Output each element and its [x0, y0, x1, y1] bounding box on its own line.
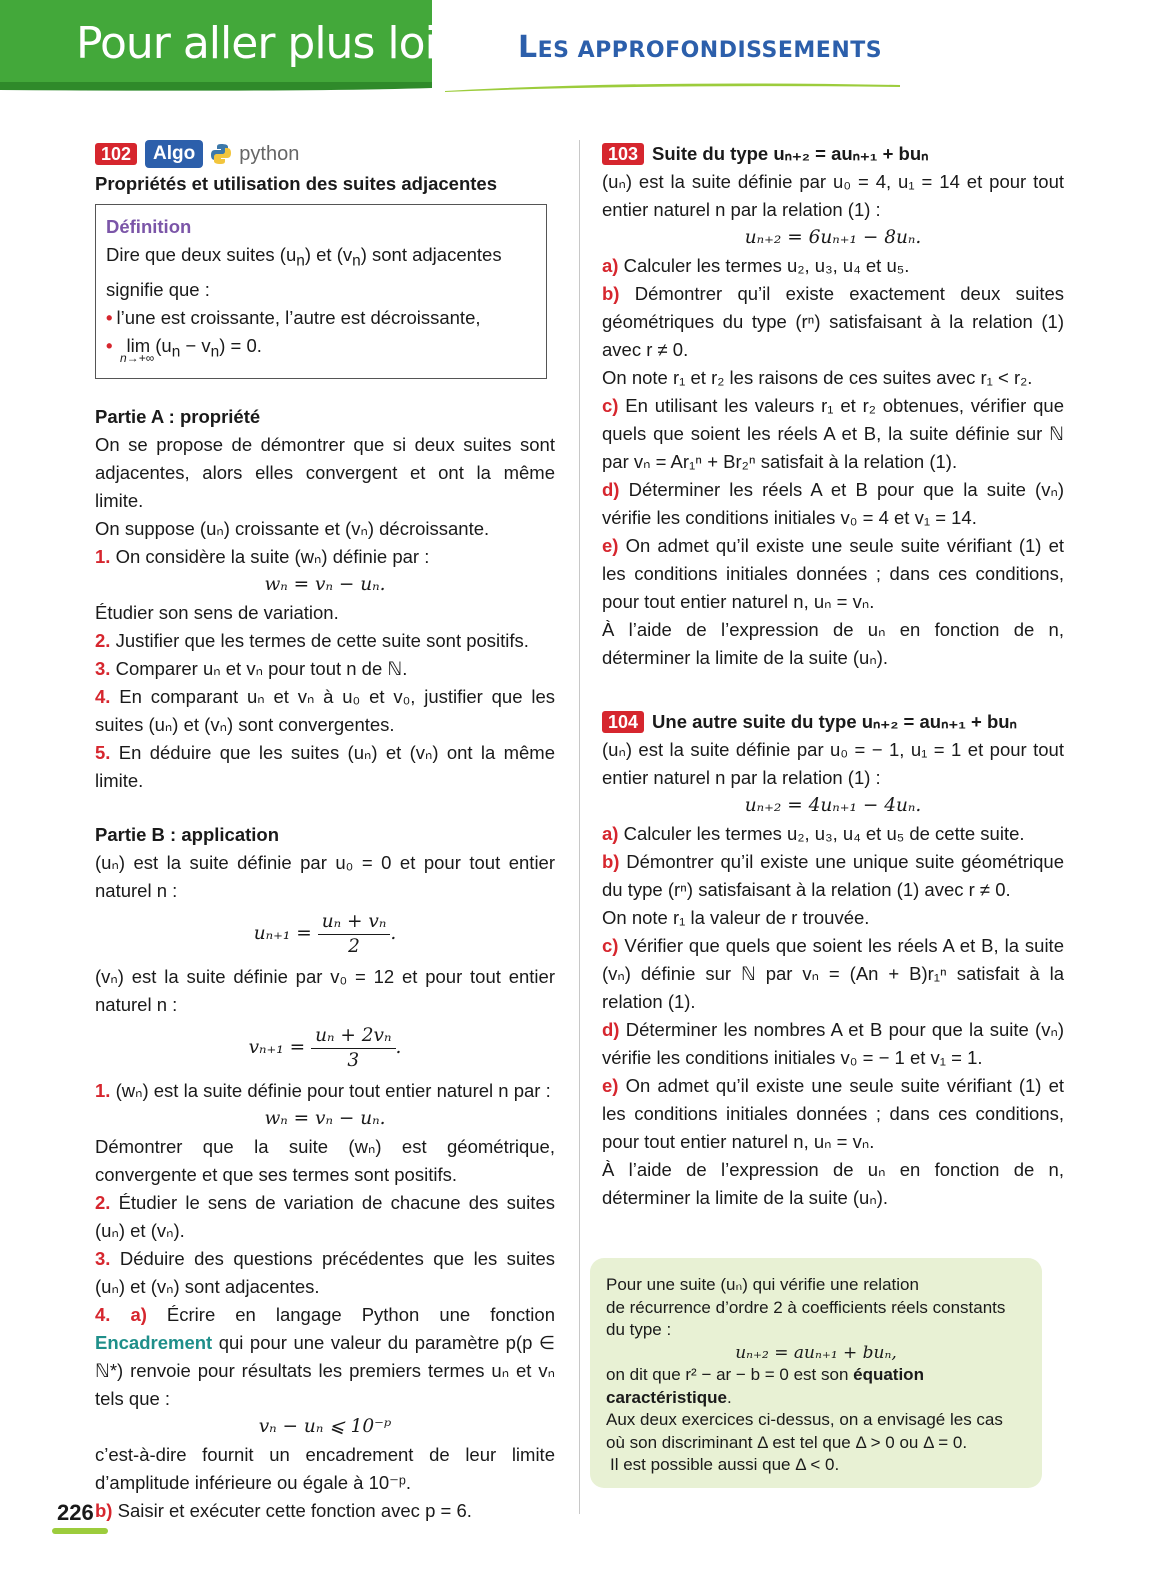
page-number: 226	[57, 1500, 94, 1525]
definition-line1: Dire que deux suites $(u_n)$ et $(v_n)$ sont adjacentes	[106, 244, 502, 270]
ex104-header	[602, 708, 1064, 736]
ex103-note: On note r₁ et r₂ les raisons de ces suites avec r₁ < r₂.	[602, 367, 1033, 388]
partB-q2: 2. Étudier le sens de variation de chacune des suites (uₙ) et (vₙ).	[95, 1192, 555, 1242]
exercise-number: 102	[95, 143, 137, 165]
python-badge	[209, 140, 299, 168]
left-column	[95, 140, 555, 1525]
partA-q4: 4. En comparant uₙ et vₙ à u₀ et v₀, justifier que les suites (uₙ) et (vₙ) sont convergentes.	[95, 686, 555, 736]
partB-u-def: (uₙ) est la suite définie par u₀ = 0 et pour tout entier naturel n :	[95, 852, 555, 902]
ex104-a: a) Calculer les termes u₂, u₃, u₄ et u₅ de cette suite.	[602, 823, 1025, 844]
ex103-title: Suite du type uₙ₊₂ = auₙ₊₁ + buₙ	[652, 143, 929, 164]
partA-q1-after: Étudier son sens de variation.	[95, 602, 339, 624]
partB-v-equation: vₙ₊₁ = $\frac{\text{uₙ + 2vₙ}}{3}$ .	[248, 1024, 402, 1071]
header-title: Pour aller plus loin	[76, 18, 463, 69]
partA-title: Partie A : propriété	[95, 406, 261, 428]
ex104-equation: uₙ₊₂ = 4uₙ₊₁ − 4uₙ.	[744, 795, 922, 816]
ex103-intro: (uₙ) est la suite définie par u₀ = 4, u₁ = 14 et pour tout entier naturel n par la relation (1) :	[602, 171, 1064, 220]
partB-q1-equation: wₙ = vₙ − uₙ.	[264, 1108, 386, 1130]
algo-badge: Algo	[145, 140, 203, 168]
partB-u-equation: uₙ₊₁ = $\frac{\text{uₙ + vₙ}}{2}$ .	[253, 910, 397, 957]
ex102-header	[95, 140, 555, 168]
partA-q2: 2. Justifier que les termes de cette suite sont positifs.	[95, 630, 529, 652]
ex104-title: Une autre suite du type uₙ₊₂ = auₙ₊₁ + buₙ	[652, 711, 1017, 732]
partA-q5: 5. En déduire que les suites (uₙ) et (vₙ) ont la même limite.	[95, 742, 555, 792]
right-column	[602, 140, 1064, 1212]
ex104-d: d) Déterminer les nombres A et B pour que la suite (vₙ) vérifie les conditions initiales v₀ = − 1 et v₁ = 1.	[602, 1019, 1064, 1068]
ex103-c: c) En utilisant les valeurs r₁ et r₂ obtenues, vérifier que quels que soient les réels A et B, la suite définie sur ℕ par vₙ = Ar₁ⁿ + Br₂ⁿ satisfait à la relation (1).	[602, 395, 1064, 472]
partB-q4a: 4. a) Écrire en langage Python une fonction Encadrement qui pour une valeur du paramètre p(p ∈ ℕ*) renvoie pour résultats les premiers termes uₙ et vₙ tels que :	[95, 1304, 555, 1410]
definition-bullet-2: • $\lim (u_n - v_n) = 0$. n→+∞	[106, 334, 262, 365]
partB-q1: 1. (wₙ) est la suite définie pour tout entier naturel n par :	[95, 1080, 551, 1102]
page-number-underline	[52, 1528, 108, 1534]
ex104-c: c) Vérifier que quels que soient les réels A et B, la suite (vₙ) définie sur ℕ par vₙ = (An + B)r₁ⁿ satisfait à la relation (1).	[602, 935, 1064, 1012]
ex104-e-after: À l’aide de l’expression de uₙ en fonction de n, déterminer la limite de la suite (uₙ).	[602, 1159, 1064, 1208]
python-logo-icon	[209, 142, 233, 166]
ex104-b: b) Démontrer qu’il existe une unique suite géométrique du type (rⁿ) satisfaisant à la relation (1) avec r ≠ 0.	[602, 851, 1064, 900]
note-line2: de récurrence d’ordre 2 à coefficients réels constants	[606, 1297, 1006, 1317]
section-title: LES APPROFONDISSEMENTS	[518, 30, 883, 65]
partB-q4-after: c’est-à-dire fournit un encadrement de leur limite d’amplitude inférieure ou égale à 10⁻ᵖ.	[95, 1444, 555, 1494]
partB-q1-after: Démontrer que la suite (wₙ) est géométrique, convergente et que ses termes sont positifs.	[95, 1136, 555, 1186]
note-line4: on dit que r² − ar − b = 0 est son équation caractéristique.	[606, 1365, 924, 1407]
ex103-a: a) Calculer les termes u₂, u₃, u₄ et u₅.	[602, 255, 910, 276]
ex103-d: d) Déterminer les réels A et B pour que la suite (vₙ) vérifie les conditions initiales v₀ = 4 et v₁ = 14.	[602, 479, 1064, 528]
ex104-e: e) On admet qu’il existe une seule suite vérifiant (1) et les conditions initiales données ; dans ces conditions, pour tout entier naturel n, uₙ = vₙ.	[602, 1075, 1064, 1152]
ex104-intro: (uₙ) est la suite définie par u₀ = − 1, u₁ = 1 et pour tout entier naturel n par la relation (1) :	[602, 739, 1064, 788]
partA-q1-equation: wₙ = vₙ − uₙ.	[264, 574, 386, 596]
method-note-box	[590, 1258, 1042, 1488]
definition-title: Définition	[106, 216, 192, 237]
ex103-e: e) On admet qu’il existe une seule suite vérifiant (1) et les conditions initiales données ; dans ces conditions, pour tout entier naturel n, uₙ = vₙ.	[602, 535, 1064, 612]
partB-q4-equation: vₙ − uₙ ⩽ 10⁻ᵖ	[258, 1416, 392, 1438]
partA-q3: 3. Comparer uₙ et vₙ pour tout n de ℕ.	[95, 658, 408, 680]
note-line3: du type :	[606, 1320, 672, 1339]
header-swoosh	[0, 82, 1152, 92]
partB-title: Partie B : application	[95, 824, 280, 846]
partB-v-def: (vₙ) est la suite définie par v₀ = 12 et pour tout entier naturel n :	[95, 966, 555, 1016]
ex103-header	[602, 140, 1064, 168]
column-divider	[579, 140, 580, 1514]
definition-line2: signifie que :	[106, 278, 210, 300]
note-line6: Il est possible aussi que Δ < 0.	[610, 1455, 840, 1474]
note-line1: Pour une suite (uₙ) qui vérifie une relation	[606, 1275, 919, 1294]
ex103-b: b) Démontrer qu’il existe exactement deux suites géométriques du type (rⁿ) satisfaisant à la relation (1) avec r ≠ 0.	[602, 283, 1064, 360]
limit-subscript: n→+∞	[120, 350, 155, 365]
note-line5: Aux deux exercices ci-dessus, on a envisagé les cas où son discriminant Δ est tel que Δ > 0 ou Δ = 0.	[606, 1410, 1003, 1452]
exercise-number: 104	[602, 711, 644, 733]
ex102-title: Propriétés et utilisation des suites adjacentes	[95, 173, 497, 194]
partA-q1: 1. On considère la suite (wₙ) définie par :	[95, 546, 430, 568]
definition-bullet-1: • l’une est croissante, l’autre est décroissante,	[106, 306, 481, 328]
definition-box	[95, 204, 547, 379]
partA-intro: On se propose de démontrer que si deux suites sont adjacentes, alors elles convergent et ont la même limite.	[95, 434, 555, 512]
exercise-number: 103	[602, 143, 644, 165]
partA-suppose: On suppose (uₙ) croissante et (vₙ) décroissante.	[95, 518, 490, 540]
python-label: python	[239, 143, 300, 165]
partB-q4b: b) Saisir et exécuter cette fonction avec p = 6.	[95, 1500, 472, 1522]
ex103-e-after: À l’aide de l’expression de uₙ en fonction de n, déterminer la limite de la suite (uₙ).	[602, 619, 1064, 668]
note-equation: uₙ₊₂ = auₙ₊₁ + buₙ,	[735, 1342, 897, 1363]
ex104-note: On note r₁ la valeur de r trouvée.	[602, 907, 870, 928]
partB-q3: 3. Déduire des questions précédentes que les suites (uₙ) et (vₙ) sont adjacentes.	[95, 1248, 555, 1298]
ex103-equation: uₙ₊₂ = 6uₙ₊₁ − 8uₙ.	[744, 227, 922, 248]
